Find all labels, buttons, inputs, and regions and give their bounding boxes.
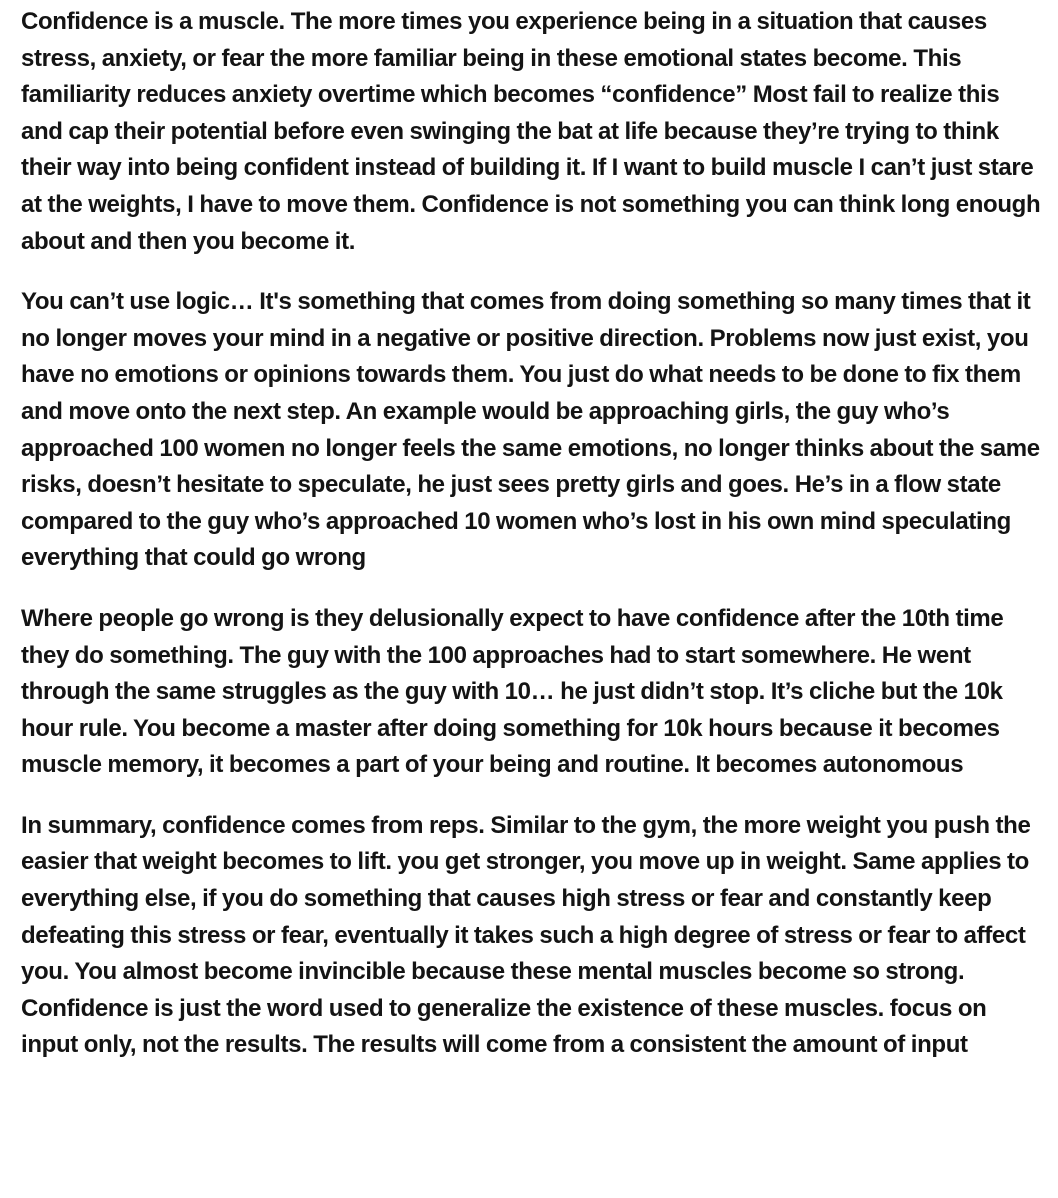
paragraph-4: In summary, confidence comes from reps. Similar to the gym, the more weight you push the easier that weight becomes to lift. you get stronger, you move up in weight. Same applies to everything else, if you do something that causes high stress or fear and constantly keep defeating this stress or fear, eventually it takes such a high degree of stress or fear to affect you. You almost become invincible because these mental muscles become so strong. Confidence is just the word used to generalize the existence of these muscles. focus on input only, not the results. The results will come from a consistent the amount of input <box>21 811 1031 1059</box>
paragraph-3: Where people go wrong is they delusionally expect to have confidence after the 10th time they do something. The guy with the 100 approaches had to start somewhere. He went through the same struggles as the guy with 10… he just didn’t stop. It’s cliche but the 10k hour rule. You become a master after doing something for 10k hours because it becomes muscle memory, it becomes a part of your being and routine. It becomes autonomous <box>21 604 1004 779</box>
paragraph-1: Confidence is a muscle. The more times you experience being in a situation that causes stress, anxiety, or fear the more familiar being in these emotional states become. This familiarity reduces anxiety overtime which becomes “confidence” Most fail to realize this and cap their potential before even swinging the bat at life because they’re trying to think their way into being confident instead of building it. If I want to build muscle I can’t just stare at the weights, I have to move them. Confidence is not something you can think long enough about and then you become it. <box>21 8 1041 255</box>
paragraph-2: You can’t use logic… It's something that comes from doing something so many times that it no longer moves your mind in a negative or positive direction. Problems now just exist, you have no emotions or opinions towards them. You just do what needs to be done to fix them and move onto the next step. An example would be approaching girls, the guy who’s approached 100 women no longer feels the same emotions, no longer thinks about the same risks, doesn’t hesitate to speculate, he just sees pretty girls and goes. He’s in a flow state compared to the guy who’s approached 10 women who’s lost in his own mind speculating everything that could go wrong <box>21 288 1040 572</box>
